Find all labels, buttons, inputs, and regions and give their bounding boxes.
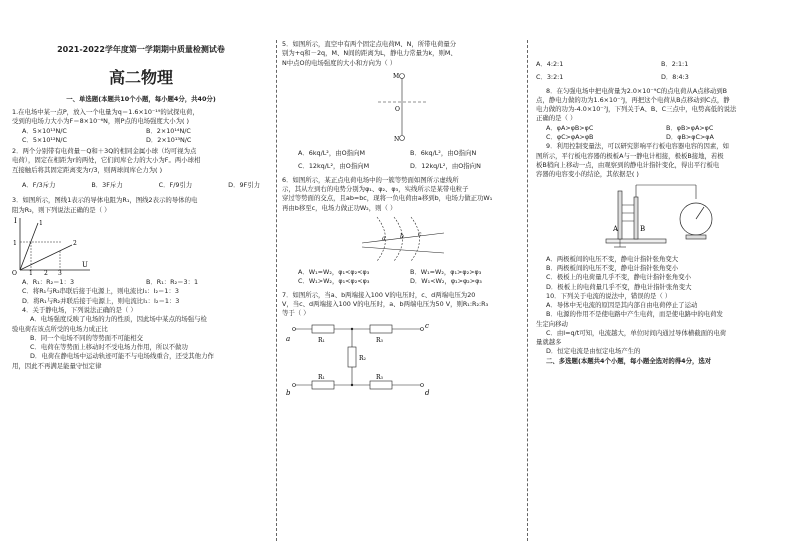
q5-label-m: M	[393, 72, 400, 80]
q8-option-a: A．φA>φB>φC	[546, 123, 594, 132]
q9-capacitor-figure	[536, 179, 786, 251]
q1-line-1: 1.在电场中某一点P，放入一个电量为q＝1.6×10⁻¹⁹的试探电荷，	[12, 108, 199, 117]
q6-option-a: A．W₁=W₂，φ₁<φ₂<φ₃	[298, 268, 370, 277]
q2-option-c: C．F/9引力	[158, 181, 193, 190]
q7-line-2: V，当c、d两端接入100 V的电压时，a、b两端电压为50 V，则R₁:R₂:R₃	[282, 299, 489, 308]
exam-header: 2021-2022学年度第一学期期中质量检测试卷	[57, 45, 225, 54]
q5-line-2: 别为+q和－2q，M、N间的距离为L，静电力常量为k，则M、	[282, 49, 457, 58]
q10-option-b: B．电源的作用不是使电路中产生电荷，而是使电路中的电荷发	[546, 310, 723, 319]
q1-option-b: B．2×10¹⁴N/C	[146, 126, 191, 135]
q4-option-d: D．电荷在静电场中运动轨迹可能不与电场线重合，还受其他力作	[30, 352, 214, 361]
q3-iu-graph	[12, 215, 92, 275]
q4-option-a-cont: 验电荷在该点所受的电场力成正比	[12, 324, 108, 333]
q7-r3-top: R₃	[376, 336, 383, 344]
q9-option-b: B．两极板间的电压不变，静电计指针张角变小	[546, 263, 679, 272]
q7-line-1: 7．如图所示，当a、b两端接入100 V的电压时，c、d两端电压为20	[282, 290, 476, 299]
q8-option-c: C．φC>φA>φB	[546, 132, 594, 141]
q9-option-a: A．两极板间的电压不变，静电计指针张角变大	[546, 254, 679, 263]
q3-axis-i: I	[14, 216, 17, 225]
question-1	[12, 108, 270, 145]
q9-option-c: C．极板上的电荷量几乎不变，静电计指针张角变小	[546, 273, 692, 282]
section-2-heading: 二、多选题(本题共4个小题，每小题全选对的得4分，选对	[546, 356, 712, 365]
q8-option-d: D．φB>φC>φA	[666, 132, 714, 141]
q5-line-3: N中点O的电场强度的大小和方向为（ ）	[282, 58, 397, 67]
q9-line-1: 9．利用控制变量法，可以研究影响平行板电容器电容的因素，如	[546, 142, 730, 151]
q8-line-2: 点，静电力做的功为1.6×10⁻⁷J，再把这个电荷从B点移动到C点，静	[536, 95, 730, 104]
section-1-heading: 一、单选题(本题共10个小题，每小题4分，共40分)	[66, 94, 216, 103]
q6-label-c: c	[418, 230, 422, 238]
column-1	[12, 0, 270, 371]
q4-stem: 4．关于静电场，下列说法正确的是（ ）	[22, 306, 137, 314]
q9-plate-a: A	[613, 225, 619, 234]
q1-option-d: D．2×10¹³N/C	[146, 135, 192, 144]
q2-option-d: D．9F引力	[228, 181, 260, 190]
q4-option-d-cont: 用，因此不再满足能量守恒定律	[12, 361, 102, 370]
q9-option-d: D．极板上的电荷量几乎不变，静电计指针张角变大	[546, 282, 692, 291]
q6-line-3: 穿过等势面的交点，且ab=bc，现将一负电荷由a移到b，电场力做正功W₁	[282, 194, 493, 203]
question-6	[282, 176, 522, 287]
q4-option-a: A．电场强度反映了电场的力的性质，因此场中某点的场强与检	[30, 315, 207, 324]
q7-circuit-figure	[282, 319, 522, 397]
q3-line-1: 3．如图所示，图线1表示的导体电阻为R₁，图线2表示的导体的电	[12, 196, 198, 205]
q6-label-a: a	[382, 234, 386, 242]
q5-label-n: N	[394, 135, 400, 143]
q2-line-1: 2．两个分别带有电荷量－Q和＋3Q的相同金属小球（均可视为点	[12, 147, 197, 156]
q7-r3-bottom: R₃	[376, 373, 383, 381]
question-4	[12, 306, 270, 371]
column-2	[282, 40, 522, 400]
q2-option-b: B．3F斥力	[91, 181, 123, 190]
column-divider-2	[527, 40, 528, 541]
q3-line-2: 阻为R₂，则下列说法正确的是（ ）	[12, 205, 111, 214]
q1-line-2: 受到的电场力大小为F＝8×10⁻⁶N，则P点的电场强度大小为( )	[12, 117, 190, 126]
question-9	[536, 142, 786, 292]
question-10	[536, 292, 786, 357]
q3-tick-1: 1	[29, 269, 33, 275]
q10-stem: 10．下列关于电流的说法中，错误的是（ ）	[546, 291, 672, 300]
q6-label-b: b	[400, 232, 404, 240]
q9-line-2: 图所示，平行板电容器的极板A与一静电计相接，极板B接地，若极	[536, 151, 724, 160]
q8-line-3: 电力做的功为-4.0×10⁻⁷J，下列关于A、B、C三点中，电势高低的说法	[536, 105, 737, 114]
q3-tick-3: 3	[58, 269, 62, 275]
q7-terminal-d: d	[425, 388, 430, 397]
q6-line-2: 示，其从左到右的电势分别为φ₁、φ₂、φ₃，实线所示是某带电粒子	[282, 184, 469, 193]
q3-option-a: A．R₁：R₂＝1：3	[22, 278, 75, 287]
q7-option-b: B．2:1:1	[661, 60, 689, 68]
question-8	[536, 87, 786, 143]
q8-line-1: 8．在匀强电场中把电荷量为2.0×10⁻⁹C的点电荷从A点移动到B	[546, 86, 728, 95]
question-3	[12, 196, 270, 306]
q5-option-d: D．12kq/L²，由O指向N	[410, 162, 481, 171]
question-5	[282, 40, 522, 172]
q10-option-b-cont: 生定向移动	[536, 319, 568, 328]
q3-origin: O	[12, 269, 17, 275]
q3-line1-label: 1	[39, 219, 43, 227]
q3-line2-label: 2	[73, 239, 77, 247]
q3-option-b: B．R₁：R₂＝3：1	[146, 278, 199, 287]
q7-option-c: C．3:2:1	[536, 73, 564, 82]
q5-option-a: A．6kq/L²，由O指向M	[298, 149, 365, 158]
q2-line-2: 电荷），固定在相距为r的两处，它们间库仑力的大小为F。两小球相	[12, 156, 201, 165]
q6-equipotential-figure	[282, 213, 522, 265]
question-2	[12, 147, 270, 190]
q1-option-c: C．5×10¹²N/C	[22, 135, 67, 144]
q10-option-c-cont: 量就越多	[536, 338, 562, 347]
q5-option-b: B．6kq/L²，由O指向N	[410, 149, 477, 158]
page-title: 高二物理	[108, 67, 173, 87]
q3-tick-2: 2	[44, 269, 48, 275]
q5-line-1: 5．如图所示，直空中有两个固定点电荷M、N，所带电荷量分	[282, 40, 457, 48]
q8-option-b: B．φB>φA>φC	[666, 123, 714, 132]
q3-tick-y: 1	[13, 239, 17, 247]
q7-r2: R₂	[359, 354, 366, 362]
q9-line-3: 板B稍向上移动一点，由观察到的静电计指针变化，得出平行板电	[536, 160, 720, 169]
q6-line-4: 再由b移至c，电场力做正功W₂，则（ ）	[282, 203, 397, 212]
question-7	[282, 291, 522, 400]
q8-line-4: 正确的是（ ）	[536, 114, 577, 123]
q3-option-d: D．将R₁与R₂并联后接于电源上，则电流比I₁：I₂＝1：3	[22, 296, 180, 305]
q10-option-c: C．由I=q/t可知，电流越大，单位时间内通过导体横截面的电荷	[546, 328, 727, 337]
q7-option-a: A．4:2:1	[536, 60, 564, 68]
q10-option-a: A．导体中无电流的原因是其内部自由电荷停止了运动	[546, 301, 698, 310]
q6-line-1: 6．如图所示，某正点电荷电场中的一簇等势面如图所示虚线所	[282, 175, 459, 184]
q7-terminal-b: b	[286, 388, 291, 397]
q4-option-c: C．电荷在等势面上移动时不受电场力作用，所以不做功	[30, 343, 188, 352]
q6-option-b: B．W₁=W₂，φ₁>φ₂>φ₃	[410, 268, 482, 277]
q2-line-3: 互接触后将其固定距离变为r/3，则两球间库仑力为( )	[12, 165, 163, 174]
q7-option-d: D．8:4:3	[661, 73, 689, 82]
q5-label-o: O	[395, 105, 400, 113]
q9-plate-b: B	[640, 225, 646, 234]
column-divider-1	[276, 40, 277, 541]
column-3	[536, 60, 786, 366]
q5-option-c: C．12kq/L²，由O指向M	[298, 162, 370, 171]
q6-option-c: C．W₁>W₂，φ₁<φ₂<φ₃	[298, 277, 370, 286]
q7-r1-top: R₁	[318, 336, 325, 344]
q2-option-a: A．F/3斥力	[22, 181, 56, 190]
q7-terminal-a: a	[286, 334, 291, 343]
q10-option-d: D．恒定电流是由恒定电场产生的	[546, 347, 641, 356]
q9-line-4: 容器的电容变小的结论，其依据是( )	[536, 170, 639, 179]
q7-terminal-c: c	[425, 321, 429, 330]
q5-charges-figure	[282, 68, 522, 146]
q7-r1-bottom: R₁	[318, 373, 325, 381]
q1-option-a: A．5×10¹³N/C	[22, 126, 67, 135]
q3-option-c: C．将R₁与R₂串联后接于电源上，则电流比I₁：I₂＝1：3	[22, 287, 179, 296]
q6-option-d: D．W₁<W₂，φ₁>φ₂>φ₃	[410, 277, 482, 286]
q4-option-b: B．同一个电场不同的等势面不可能相交	[30, 333, 144, 342]
q7-line-3: 等于（ ）	[282, 309, 310, 318]
q3-axis-u: U	[82, 260, 88, 269]
